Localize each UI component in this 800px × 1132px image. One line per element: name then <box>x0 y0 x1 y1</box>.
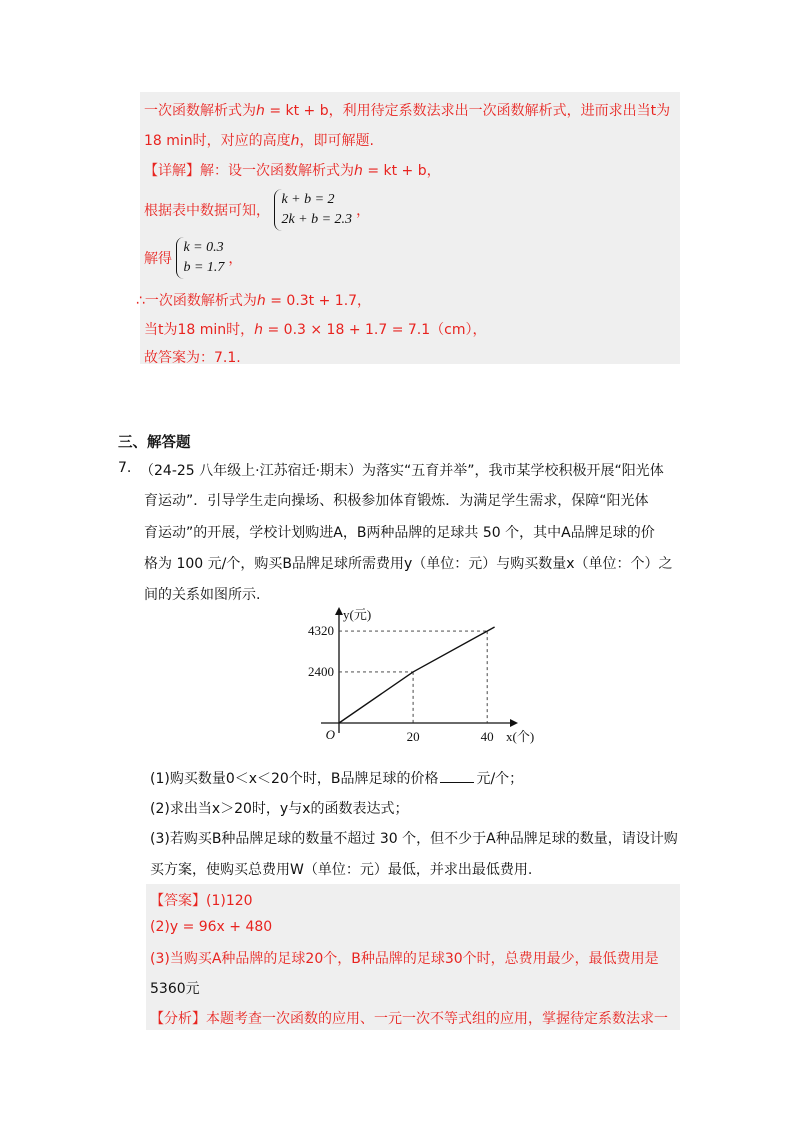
answer-line-3: (3)当购买A种品牌的足球20个，B种品牌的足球30个时，总费用最少，最低费用是 <box>150 951 659 967</box>
answer-line-4: 5360元 <box>150 981 200 997</box>
x-tick-label: 20 <box>406 729 420 744</box>
solution-text: 根据表中数据可知， <box>144 203 270 219</box>
equation-system-1 <box>274 189 356 231</box>
question-line-2: 育运动”．引导学生走向操场、积极参加体育锻炼．为满足学生需求，保障“阳光体 <box>144 493 649 509</box>
solution-line-2: 18 min时，对应的高度ℎ，即可解题. <box>144 133 374 149</box>
solution-text: 解：设一次函数解析式为ℎ = kt + b， <box>200 163 441 179</box>
solution-line-4 <box>144 189 370 231</box>
equation: k = 0.3 <box>183 240 224 255</box>
x-axis-label: x(个) <box>506 729 535 744</box>
cost-quantity-chart <box>290 605 535 750</box>
sub-question-2: (2)求出当x＞20时，y与x的函数表达式； <box>150 801 409 817</box>
sub-question-text: 元/个； <box>476 771 524 787</box>
question-line-1: （24-25 八年级上·江苏宿迁·期末）为落实“五育并举”，我市某学校积极开展“阳光体 <box>140 463 664 479</box>
y-axis-label: y(元) <box>343 607 372 622</box>
analysis-tag: 【分析】 <box>150 1011 206 1027</box>
analysis-line <box>150 1008 668 1028</box>
equation: 2k + b = 2.3 <box>281 212 353 227</box>
series-line <box>339 627 495 723</box>
equation: b = 1.7 <box>183 260 225 275</box>
question-number: 7. <box>118 460 132 476</box>
solution-line-7: 当t为18 min时，ℎ = 0.3 × 18 + 1.7 = 7.1（cm）， <box>144 322 487 338</box>
origin-label: O <box>325 727 335 742</box>
section-heading: 三、解答题 <box>118 435 191 451</box>
question-line-4: 格为 100 元/个，购买B品牌足球所需费用y（单位：元）与购买数量x（单位：个）之 <box>144 556 673 572</box>
solution-text: ， <box>228 251 243 267</box>
detail-tag: 【详解】 <box>144 163 200 179</box>
solution-line-1: 一次函数解析式为ℎ = kt + b，利用待定系数法求出一次函数解析式，进而求出当t为 <box>144 103 671 119</box>
solution-line-5 <box>144 237 242 279</box>
sub-question-text: (1)购买数量0＜x＜20个时，B品牌足球的价格 <box>150 771 439 787</box>
solution-text: ， <box>356 203 371 219</box>
y-tick-label: 2400 <box>308 663 334 679</box>
answer-line-1 <box>150 890 253 910</box>
sub-question-3-line-1: (3)若购买B种品牌足球的数量不超过 30 个，但不少于A种品牌足球的数量，请设计购 <box>150 831 678 847</box>
x-axis-arrow <box>510 719 518 727</box>
answer-tag: 【答案】 <box>150 893 206 909</box>
x-tick-label: 40 <box>480 729 494 744</box>
solution-line-6: ∴一次函数解析式为ℎ = 0.3t + 1.7， <box>136 293 372 309</box>
question-line-3: 育运动”的开展，学校计划购进A，B两种品牌的足球共 50 个，其中A品牌足球的价 <box>144 525 655 541</box>
analysis-text: 本题考查一次函数的应用、一元一次不等式组的应用，掌握待定系数法求一 <box>206 1011 668 1027</box>
y-axis-arrow <box>335 607 343 615</box>
solution-line-3 <box>144 160 441 180</box>
solution-line-8: 故答案为：7.1. <box>144 350 241 366</box>
answer-line-2: (2)y = 96x + 480 <box>150 919 273 935</box>
equation-system-2 <box>176 237 228 279</box>
answer-text: (1)120 <box>206 893 253 909</box>
answer-blank <box>440 770 474 783</box>
sub-question-1 <box>150 768 523 788</box>
sub-question-3-line-2: 买方案，使购买总费用W（单位：元）最低，并求出最低费用. <box>150 862 533 878</box>
solution-text: 解得 <box>144 251 172 267</box>
y-tick-label: 4320 <box>308 623 334 639</box>
question-line-5: 间的关系如图所示. <box>144 587 261 603</box>
equation: k + b = 2 <box>281 192 335 207</box>
